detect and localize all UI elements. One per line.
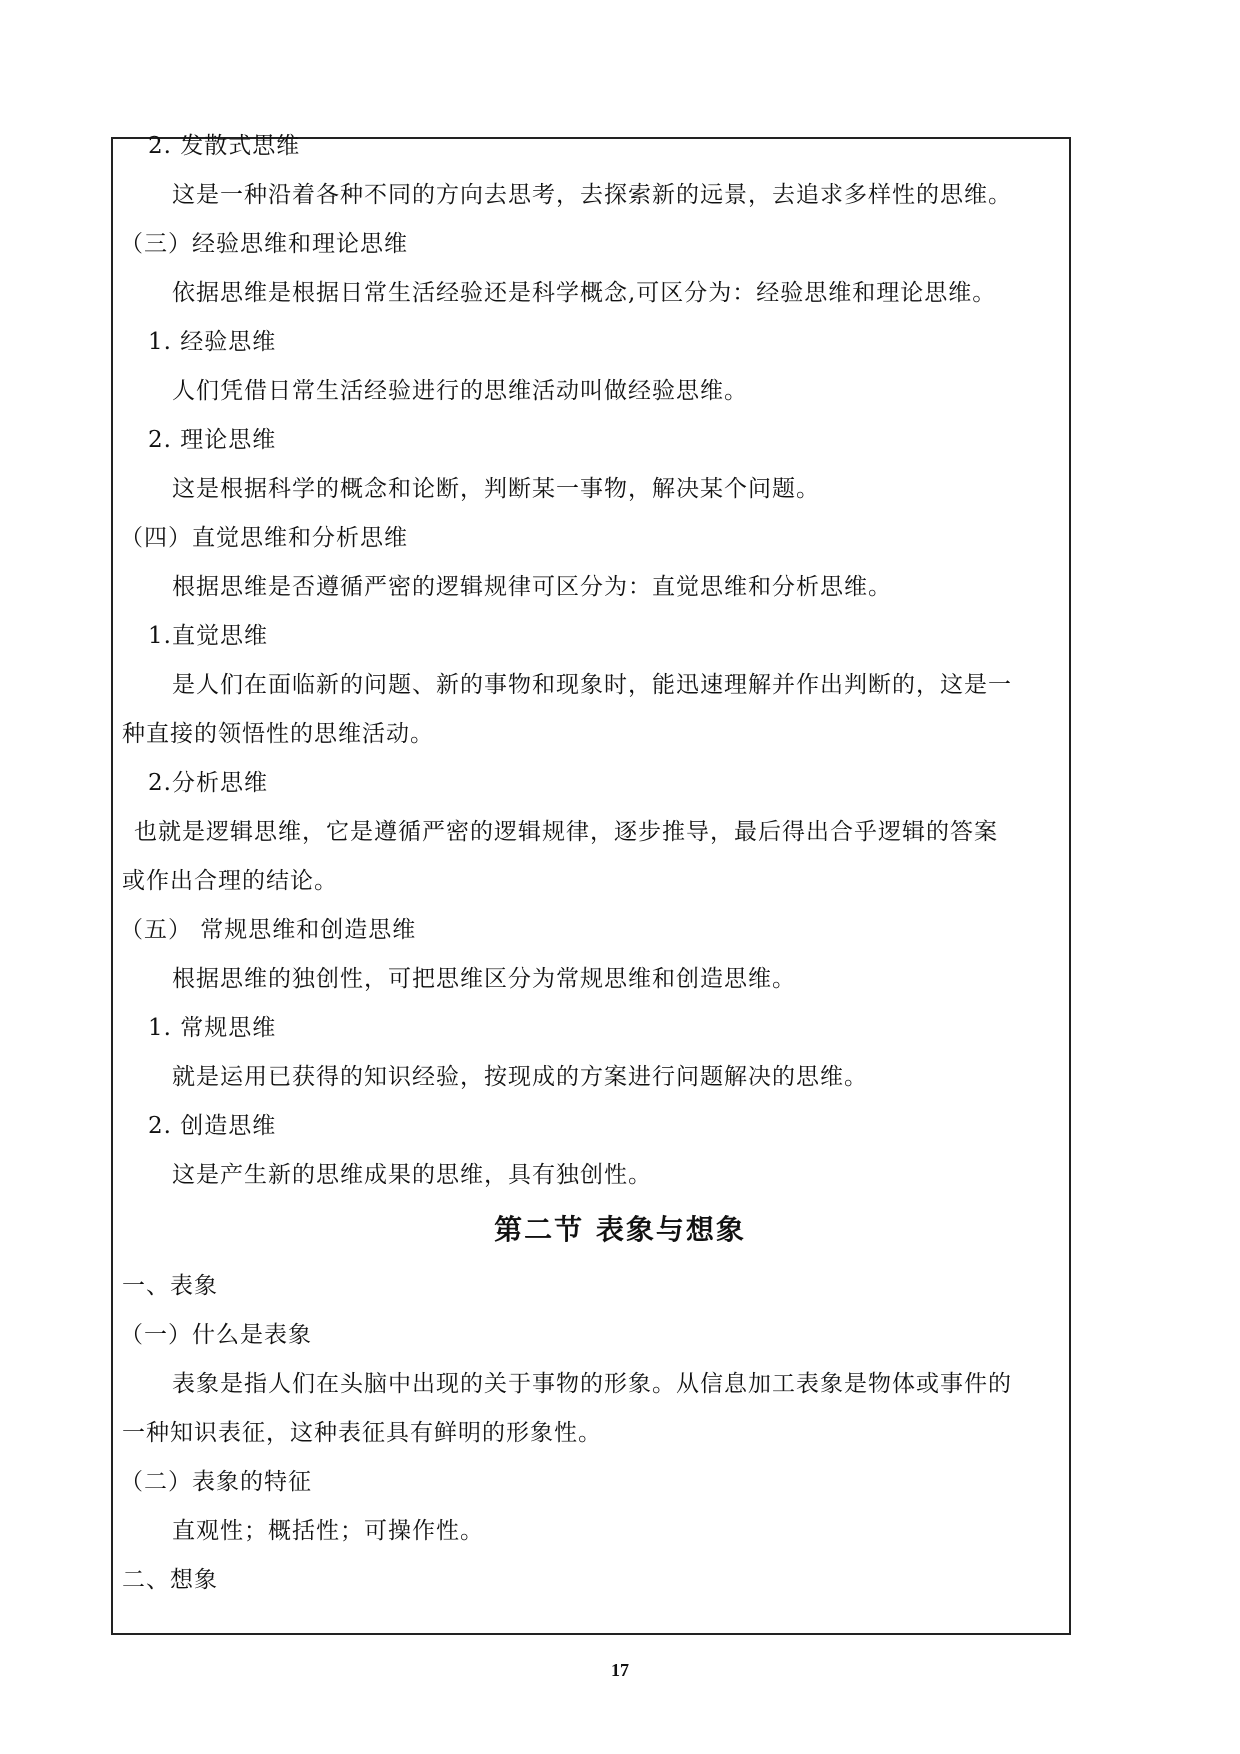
paragraph-line: 人们凭借日常生活经验进行的思维活动叫做经验思维。 (172, 378, 748, 404)
paragraph-line: 依据思维是根据日常生活经验还是科学概念,可区分为：经验思维和理论思维。 (172, 280, 997, 306)
subheading-intuitive-thinking: 1.直觉思维 (148, 623, 268, 649)
subheading-analytic-thinking: 2.分析思维 (148, 770, 268, 796)
subheading-empirical-thinking: 1. 经验思维 (148, 329, 277, 355)
paragraph-line: 这是一种沿着各种不同的方向去思考，去探索新的远景，去追求多样性的思维。 (172, 182, 1012, 208)
subheading-imagination: 二、想象 (122, 1567, 218, 1593)
subheading-divergent-thinking: 2. 发散式思维 (148, 133, 301, 159)
subheading-what-is-representation: （一）什么是表象 (120, 1322, 312, 1348)
subheading-creative-thinking: 2. 创造思维 (148, 1113, 277, 1139)
subheading-representation-features: （二）表象的特征 (120, 1469, 312, 1495)
subheading-representation: 一、表象 (122, 1273, 218, 1299)
paragraph-line: 就是运用已获得的知识经验，按现成的方案进行问题解决的思维。 (172, 1064, 868, 1090)
paragraph-line: 种直接的领悟性的思维活动。 (122, 721, 434, 747)
paragraph-line: 也就是逻辑思维，它是遵循严密的逻辑规律，逐步推导，最后得出合乎逻辑的答案 (134, 819, 998, 845)
paragraph-line: 或作出合理的结论。 (122, 868, 338, 894)
paragraph-line: 表象是指人们在头脑中出现的关于事物的形象。从信息加工表象是物体或事件的 (172, 1371, 1012, 1397)
section-heading: 第二节 表象与想象 (494, 1213, 746, 1246)
paragraph-line: 是人们在面临新的问题、新的事物和现象时，能迅速理解并作出判断的，这是一 (172, 672, 1012, 698)
subheading-empirical-theoretical: （三）经验思维和理论思维 (120, 231, 408, 257)
subheading-intuitive-analytic: （四）直觉思维和分析思维 (120, 525, 408, 551)
paragraph-line: 一种知识表征，这种表征具有鲜明的形象性。 (122, 1420, 602, 1446)
paragraph-line: 根据思维的独创性，可把思维区分为常规思维和创造思维。 (172, 966, 796, 992)
paragraph-line: 这是产生新的思维成果的思维，具有独创性。 (172, 1162, 652, 1188)
subheading-conventional-creative: （五） 常规思维和创造思维 (120, 917, 417, 943)
subheading-conventional-thinking: 1. 常规思维 (148, 1015, 277, 1041)
paragraph-line: 根据思维是否遵循严密的逻辑规律可区分为：直觉思维和分析思维。 (172, 574, 892, 600)
paragraph-line: 这是根据科学的概念和论断，判断某一事物，解决某个问题。 (172, 476, 820, 502)
page-number: 17 (611, 1660, 629, 1680)
subheading-theoretical-thinking: 2. 理论思维 (148, 427, 277, 453)
paragraph-line: 直观性；概括性；可操作性。 (172, 1518, 484, 1544)
